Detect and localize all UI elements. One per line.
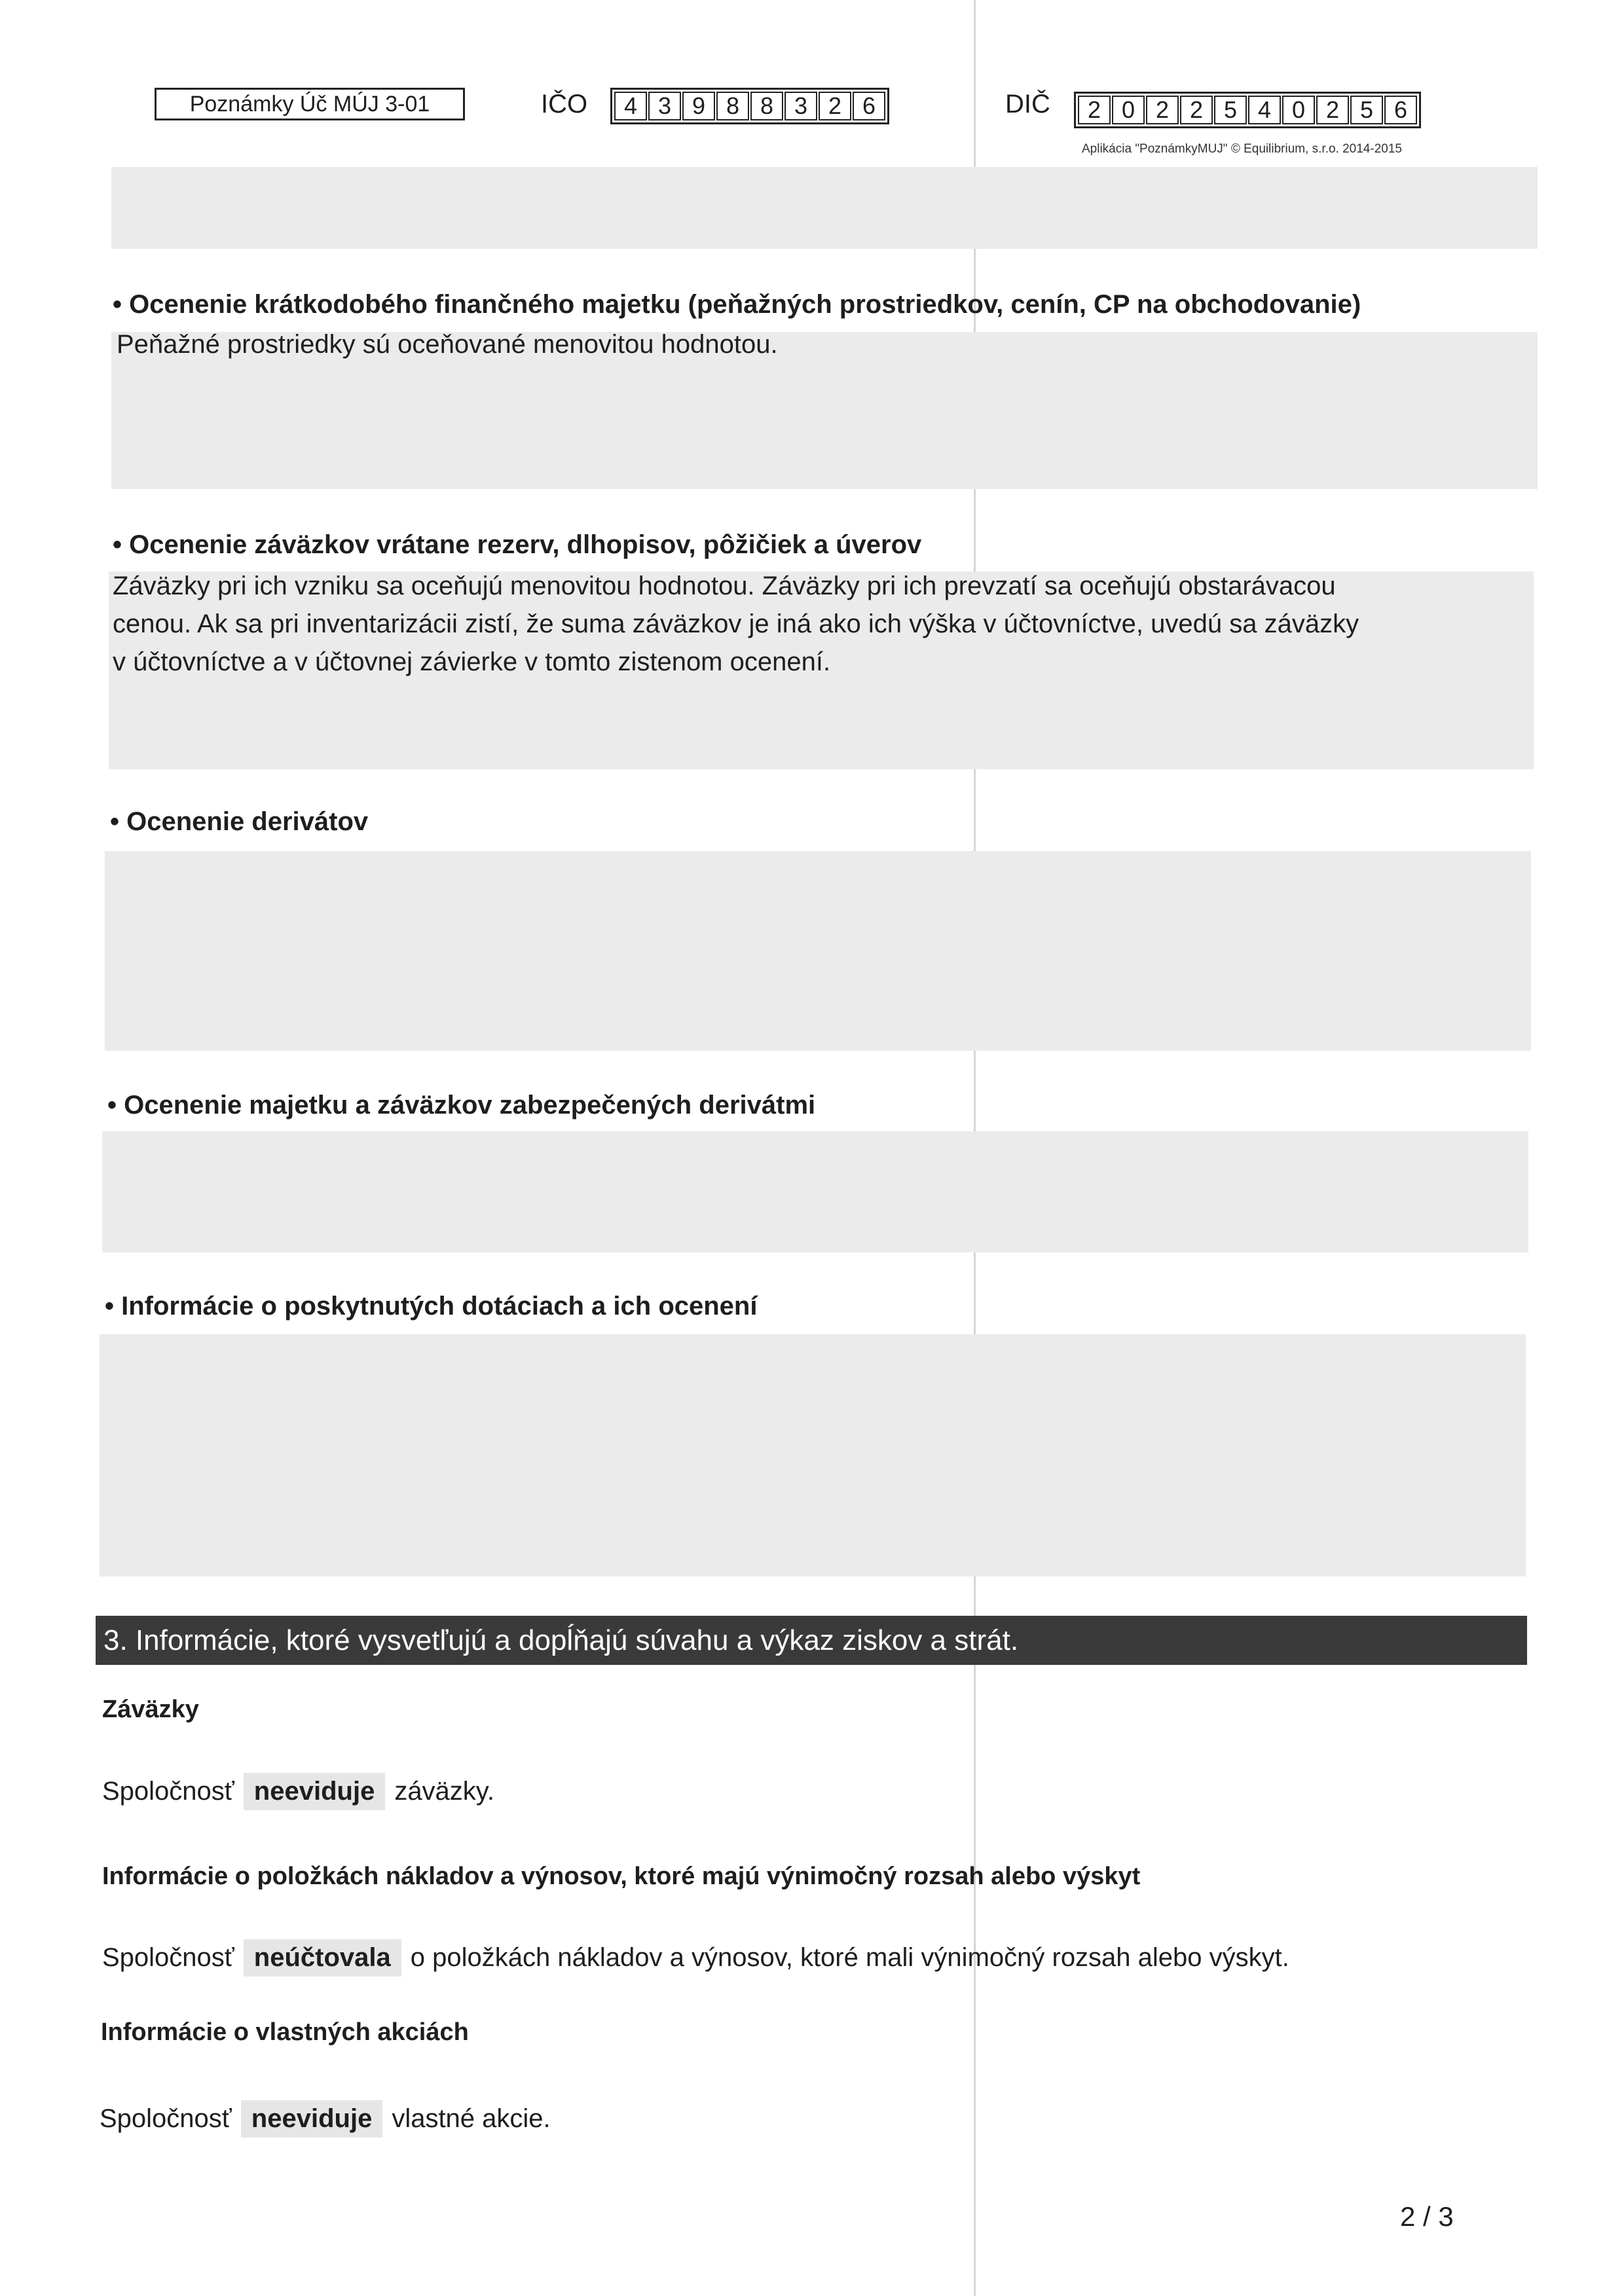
dic-digit-box: 0 (1282, 96, 1315, 124)
app-copyright-note: Aplikácia "PoznámkyMUJ" © Equilibrium, s.r.o. 2014-2015 (1082, 142, 1402, 156)
shaded-box-hedged (102, 1131, 1528, 1252)
subheading-exceptional-items: Informácie o položkách nákladov a výnosov, ktoré majú výnimočný rozsah alebo výskyt (102, 1863, 1141, 1890)
text-line: Peňažné prostriedky sú oceňované menovitou hodnotou. (117, 330, 778, 359)
shaded-box-subsidies (100, 1334, 1526, 1576)
dic-digit-box: 5 (1214, 96, 1247, 124)
statement-prefix: Spoločnosť (100, 2104, 232, 2133)
dic-digit-box: 2 (1316, 96, 1349, 124)
dic-digit-boxes (1074, 92, 1421, 128)
status-value: neúčtovala (244, 1939, 401, 1977)
dic-digit-box: 2 (1146, 96, 1179, 124)
subheading-liabilities: Záväzky (102, 1696, 199, 1723)
status-value: neeviduje (244, 1773, 386, 1810)
form-code-box: Poznámky Úč MÚJ 3-01 (155, 88, 465, 120)
ico-digit-box: 8 (716, 92, 749, 120)
ico-digit-box: 2 (819, 92, 851, 120)
statement-liabilities (102, 1773, 494, 1810)
shaded-box-intro (111, 167, 1538, 249)
text-line: Záväzky pri ich vzniku sa oceňujú menovitou hodnotou. Záväzky pri ich prevzatí sa oceňujú obstarávacou (113, 572, 1336, 600)
section-3-title-bar: 3. Informácie, ktoré vysvetľujú a dopĺňajú súvahu a výkaz ziskov a strát. (96, 1616, 1527, 1665)
statement-suffix: vlastné akcie. (392, 2104, 551, 2133)
ico-digit-box: 8 (750, 92, 783, 120)
statement-suffix: o položkách nákladov a výnosov, ktoré mali výnimočný rozsah alebo výskyt. (410, 1943, 1289, 1972)
dic-digit-box: 5 (1350, 96, 1383, 124)
ico-digit-box: 3 (648, 92, 681, 120)
dic-label: DIČ (1005, 90, 1050, 118)
ico-label: IČO (541, 90, 588, 118)
heading-hedged-assets: • Ocenenie majetku a záväzkov zabezpečených derivátmi (107, 1091, 816, 1120)
ico-digit-box: 9 (682, 92, 715, 120)
dic-digit-box: 6 (1384, 96, 1417, 124)
statement-suffix: záväzky. (394, 1777, 494, 1806)
heading-liabilities: • Ocenenie záväzkov vrátane rezerv, dlhopisov, pôžičiek a úverov (113, 530, 922, 559)
dic-digit-box: 0 (1112, 96, 1145, 124)
dic-digit-box: 2 (1078, 96, 1111, 124)
statement-exceptional-items (102, 1939, 1289, 1977)
ico-digit-box: 6 (853, 92, 885, 120)
shaded-box-derivatives (105, 851, 1531, 1051)
dic-digit-box: 2 (1180, 96, 1213, 124)
ico-digit-box: 3 (784, 92, 817, 120)
text-financial-assets (117, 325, 778, 363)
text-line: cenou. Ak sa pri inventarizácii zistí, že suma záväzkov je iná ako ich výška v účtovníctve, uvedú sa záväzky (113, 610, 1359, 638)
heading-derivatives: • Ocenenie derivátov (110, 807, 369, 836)
heading-subsidies: • Informácie o poskytnutých dotáciach a ich ocenení (105, 1292, 758, 1321)
ico-digit-box: 4 (614, 92, 647, 120)
statement-prefix: Spoločnosť (102, 1777, 234, 1806)
text-line: v účtovníctve a v účtovnej závierke v tomto zistenom ocenení. (113, 647, 831, 676)
status-value: neeviduje (241, 2100, 383, 2138)
subheading-own-shares: Informácie o vlastných akciách (101, 2018, 469, 2046)
statement-own-shares (100, 2100, 551, 2138)
dic-digit-box: 4 (1248, 96, 1281, 124)
page-number: 2 / 3 (1400, 2201, 1454, 2232)
ico-digit-boxes (610, 88, 889, 124)
statement-prefix: Spoločnosť (102, 1943, 234, 1972)
heading-financial-assets: • Ocenenie krátkodobého finančného majetku (peňažných prostriedkov, cenín, CP na obchodovanie) (113, 290, 1361, 319)
text-liabilities (113, 567, 1359, 681)
